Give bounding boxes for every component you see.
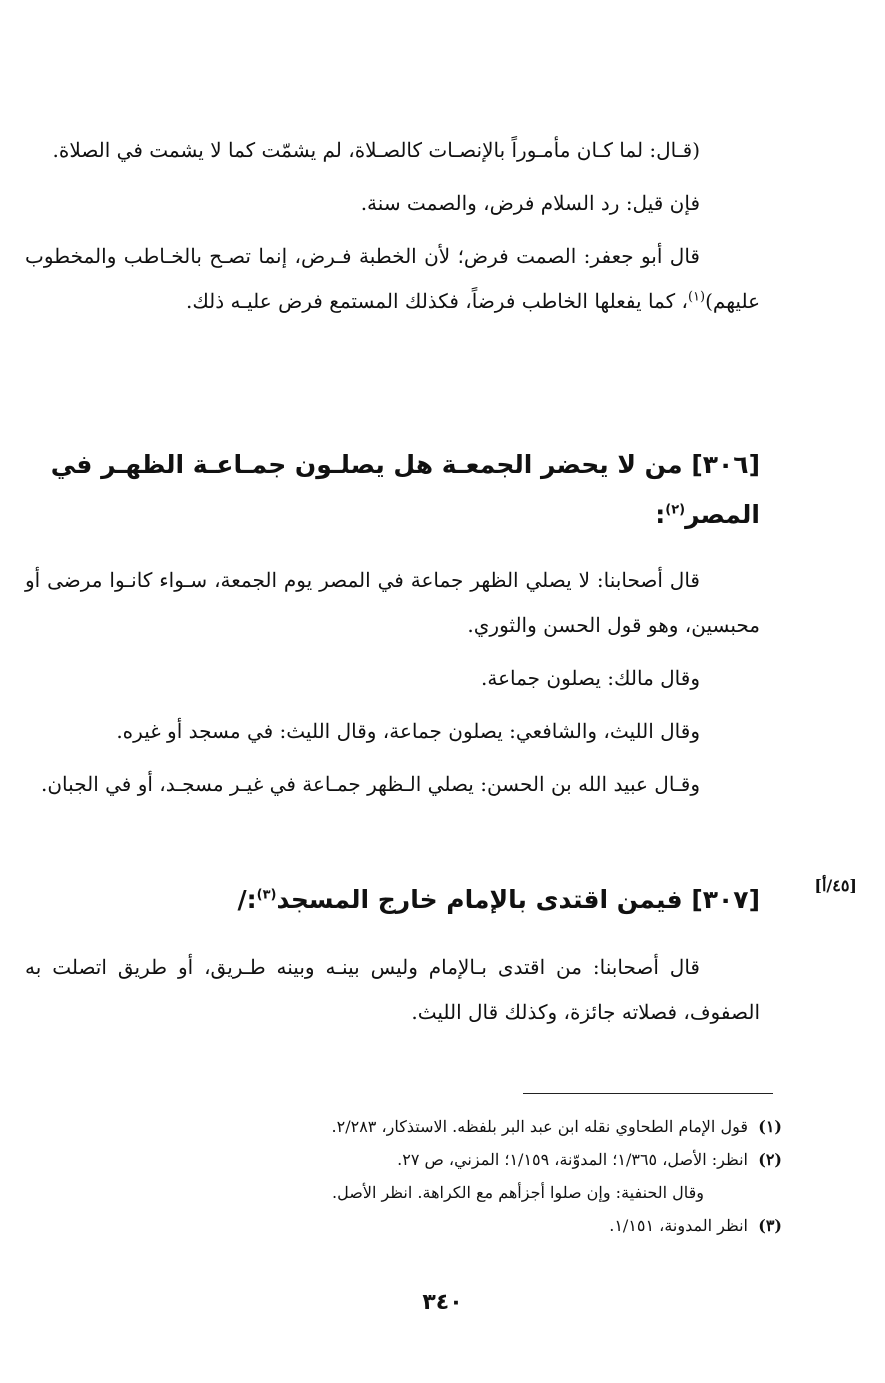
section-title: من لا يحضر الجمعـة هل يصلـون جمـاعـة الظهـر في المصر: [50, 450, 760, 529]
footnotes: [92, 1110, 782, 1242]
footnote-separator: [523, 1093, 773, 1094]
section-heading-306: [20, 440, 760, 540]
paragraph: وقال مالك: يصلون جماعة.: [481, 666, 700, 690]
footnote-continuation: [92, 1176, 782, 1209]
section-heading-307: [20, 875, 760, 925]
paragraph: [25, 234, 760, 324]
footnote-text: وقال الحنفية: وإن صلوا أجزأهم مع الكراهة. انظر الأصل.: [332, 1183, 704, 1202]
section-number: [٣٠٦]: [691, 450, 760, 479]
footnote-text: انظر: الأصل، ١/٣٦٥؛ المدوّنة، ١/١٥٩؛ المزني، ص ٢٧.: [397, 1150, 748, 1169]
footnote: [92, 1143, 782, 1176]
footnote-text: انظر المدونة، ١/١٥١.: [609, 1216, 748, 1235]
opening-paragraphs: [25, 128, 760, 324]
paragraph: فإن قيل: رد السلام فرض، والصمت سنة.: [360, 191, 700, 215]
heading-colon: :: [655, 500, 666, 529]
page-number: ٣٤٠: [422, 1290, 463, 1315]
heading-colon: :/: [237, 885, 257, 914]
section-title: فيمن اقتدى بالإمام خارج المسجد: [276, 885, 683, 914]
footnote-number: (٢): [758, 1150, 782, 1169]
paragraph: وقـال عبيد الله بن الحسن: يصلي الـظهر جمـاعة في غيـر مسجـد، أو في الجبان.: [41, 772, 700, 796]
section-307-body: [25, 945, 760, 1035]
paragraph: وقال الليث، والشافعي: يصلون جماعة، وقال الليث: في مسجد أو غيره.: [116, 719, 700, 743]
footnote: [92, 1209, 782, 1242]
paragraph: قال أصحابنا: من اقتدى بـالإمام وليس بينـه وبينه طـريق، أو طريق اتصلت به الصفوف، فصلاته جائزة، وكذلك قال الليث.: [25, 955, 760, 1024]
footnote-text: قول الإمام الطحاوي نقله ابن عبد البر بلفظه. الاستذكار، ٢/٢٨٣.: [331, 1117, 748, 1136]
footnote-marker: (٣): [256, 887, 277, 903]
footnote-marker: (٢): [665, 502, 686, 518]
footnote-number: (١): [758, 1117, 782, 1136]
footnote: [92, 1110, 782, 1143]
manuscript-folio-reference: [٤٥/أ]: [814, 876, 857, 895]
section-306-body: [25, 558, 760, 807]
section-number: [٣٠٧]: [691, 885, 760, 914]
paragraph: قال أصحابنا: لا يصلي الظهر جماعة في المصر يوم الجمعة، سـواء كانـوا مرضى أو محبسين، وهو قول الحسن والثوري.: [25, 568, 760, 637]
paragraph: (قـال: لما كـان مأمـوراً بالإنصـات كالصـلاة، لم يشمّت كما لا يشمت في الصلاة.: [52, 138, 700, 162]
paragraph-text: قال أبو جعفر: الصمت فرض؛ لأن الخطبة فـرض، إنما تصـح بالخـاطب والمخطوب عليهم): [25, 244, 760, 313]
footnote-number: (٣): [758, 1216, 782, 1235]
footnote-marker: (١): [687, 289, 706, 305]
paragraph-text: ، كما يفعلها الخاطب فرضاً، فكذلك المستمع فرض عليـه ذلك.: [185, 289, 688, 313]
